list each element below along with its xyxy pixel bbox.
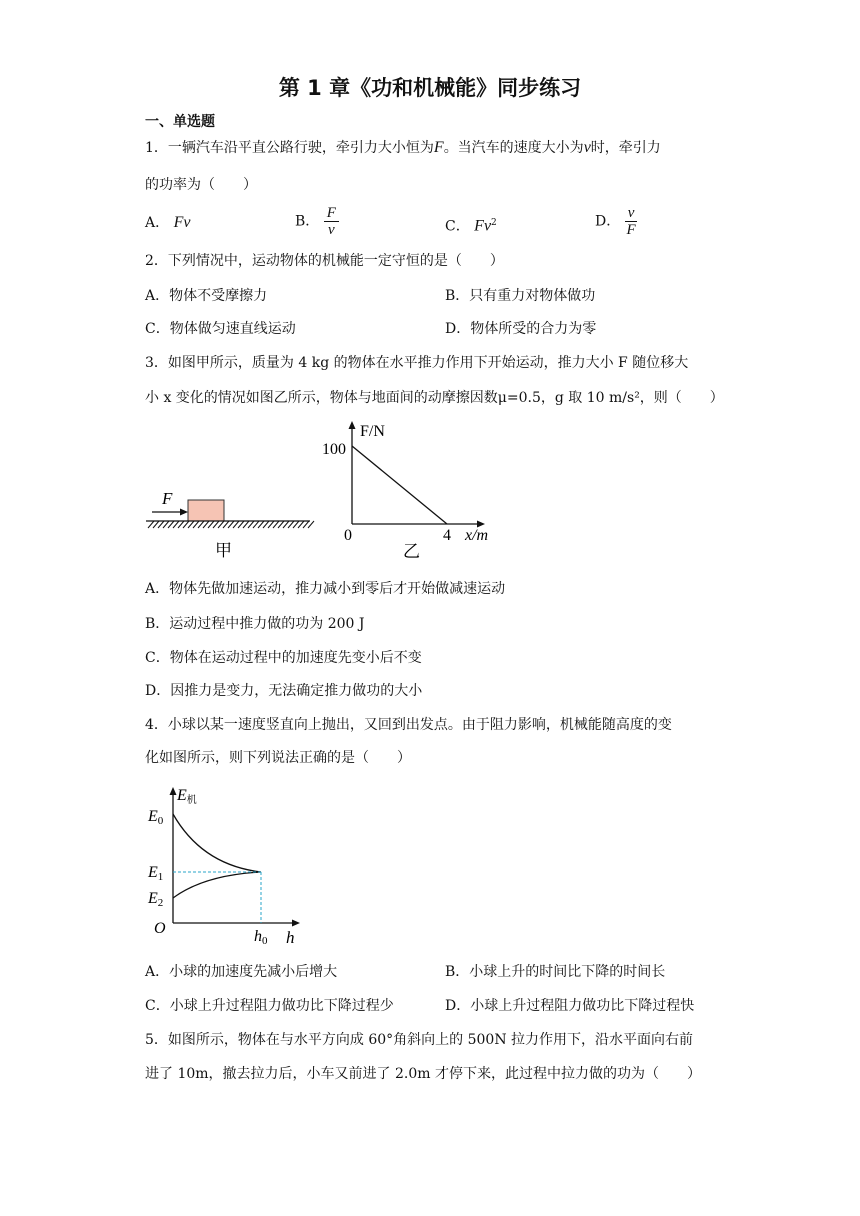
q4-option-d: D．小球上升过程阻力做功比下降过程快 xyxy=(445,998,695,1014)
hatch-mark xyxy=(198,521,204,528)
y-tick-100: 100 xyxy=(322,441,346,458)
hatch-mark xyxy=(298,521,304,528)
q1-symbol-v: v xyxy=(583,139,591,156)
hatch-mark xyxy=(253,521,259,528)
q1-symbol-F: F xyxy=(433,139,444,156)
hatch-mark xyxy=(258,521,264,528)
x-axis-label: h xyxy=(286,928,295,947)
origin-label: 0 xyxy=(344,527,352,544)
q2-option-b: B．只有重力对物体做功 xyxy=(445,288,596,304)
hatch-mark xyxy=(213,521,219,528)
hatch-mark xyxy=(188,521,194,528)
q3-figure-yi xyxy=(320,418,505,564)
q3-figure-jia xyxy=(140,480,315,562)
section-heading: 一、单选题 xyxy=(145,114,215,130)
page-title: 第 1 章《功和机械能》同步练习 xyxy=(278,76,582,100)
hatch-mark xyxy=(223,521,229,528)
x-axis-arrow xyxy=(292,920,300,927)
force-line xyxy=(352,446,447,524)
label-h0: h0 xyxy=(254,928,268,947)
hatch-mark xyxy=(278,521,284,528)
q3-option-b: B．运动过程中推力做的功为 200 J xyxy=(145,616,365,632)
q4-option-a: A．小球的加速度先减小后增大 xyxy=(145,964,338,980)
q3-option-d: D．因推力是变力，无法确定推力做功的大小 xyxy=(145,683,423,699)
q1-option-b-fraction: $\frac{F}{v}$ xyxy=(324,205,339,238)
figure-caption-jia: 甲 xyxy=(215,541,232,560)
hatch-mark xyxy=(228,521,234,528)
hatch-mark xyxy=(308,521,314,528)
q3-stem-line1: 3．如图甲所示，质量为 4 kg 的物体在水平推力作用下开始运动，推力大小 F 随位移大 xyxy=(145,355,689,371)
figure-caption-yi: 乙 xyxy=(403,542,420,561)
hatch-mark xyxy=(238,521,244,528)
hatch-mark xyxy=(163,521,169,528)
block xyxy=(188,500,224,521)
q2-option-c: C．物体做匀速直线运动 xyxy=(145,321,296,337)
q1-option-c: C． Fv$^2$ xyxy=(445,217,497,235)
q4-option-c: C．小球上升过程阻力做功比下降过程少 xyxy=(145,998,394,1014)
q5-stem-line1: 5．如图所示，物体在与水平方向成 60°角斜向上的 500N 拉力作用下，沿水平面向右前 xyxy=(145,1032,694,1048)
hatch-mark xyxy=(283,521,289,528)
hatch-mark xyxy=(148,521,154,528)
q1-stem-line2: 的功率为（ ） xyxy=(145,177,257,193)
hatch-mark xyxy=(168,521,174,528)
hatch-mark xyxy=(193,521,199,528)
label-e2: E2 xyxy=(148,890,164,909)
hatch-mark xyxy=(288,521,294,528)
q4-stem-line2: 化如图所示，则下列说法正确的是（ ） xyxy=(145,750,411,766)
hatch-mark xyxy=(158,521,164,528)
force-label: F xyxy=(162,489,173,508)
q4-stem-line1: 4．小球以某一速度竖直向上抛出，又回到出发点。由于阻力影响，机械能随高度的变 xyxy=(145,717,672,733)
label-e1: E1 xyxy=(148,864,164,883)
hatch-mark xyxy=(153,521,159,528)
label-e0: E0 xyxy=(148,808,164,827)
q3-stem-line2: 小 x 变化的情况如图乙所示，物体与地面间的动摩擦因数μ=0.5，g 取 10 m/s²，则（ ） xyxy=(145,390,724,406)
hatch-mark xyxy=(243,521,249,528)
y-axis-arrow xyxy=(349,421,356,429)
hatch-mark xyxy=(183,521,189,528)
origin-label: O xyxy=(154,920,166,937)
hatch-mark xyxy=(203,521,209,528)
q1-option-b: B． $\frac{F}{v}$ xyxy=(295,205,339,238)
x-tick-4: 4 xyxy=(443,527,451,544)
y-axis-label: F/N xyxy=(360,423,385,440)
push-arrow xyxy=(152,509,188,516)
hatch-mark xyxy=(268,521,274,528)
y-axis-label: E机 xyxy=(177,787,197,806)
hatch-mark xyxy=(293,521,299,528)
q4-energy-graph xyxy=(144,783,314,948)
falling-curve xyxy=(173,872,261,898)
ground-hatching xyxy=(148,521,314,528)
hatch-mark xyxy=(178,521,184,528)
q2-stem: 2．下列情况中，运动物体的机械能一定守恒的是（ ） xyxy=(145,253,504,269)
q2-option-a: A．物体不受摩擦力 xyxy=(145,288,268,304)
q2-option-d: D．物体所受的合力为零 xyxy=(445,321,597,337)
q3-option-c: C．物体在运动过程中的加速度先变小后不变 xyxy=(145,650,422,666)
rising-curve xyxy=(173,814,261,872)
q1-stem-line1: 1．一辆汽车沿平直公路行驶，牵引力大小恒为F。当汽车的速度大小为v时，牵引力 xyxy=(145,139,661,156)
hatch-mark xyxy=(208,521,214,528)
hatch-mark xyxy=(273,521,279,528)
y-axis-arrow xyxy=(170,787,177,795)
hatch-mark xyxy=(173,521,179,528)
hatch-mark xyxy=(233,521,239,528)
q1-option-a: A． Fv xyxy=(145,214,191,231)
hatch-mark xyxy=(303,521,309,528)
q3-option-a: A．物体先做加速运动，推力减小到零后才开始做减速运动 xyxy=(145,581,506,597)
hatch-mark xyxy=(263,521,269,528)
hatch-mark xyxy=(218,521,224,528)
hatch-mark xyxy=(248,521,254,528)
q5-stem-line2: 进了 10m，撤去拉力后，小车又前进了 2.0m 才停下来，此过程中拉力做的功为（ ） xyxy=(145,1066,701,1082)
q1-option-d: D． $\frac{v}{F}$ xyxy=(595,205,636,238)
x-axis-label: x/m xyxy=(465,527,489,544)
q4-option-b: B．小球上升的时间比下降的时间长 xyxy=(445,964,666,980)
q1-option-d-fraction: $\frac{v}{F}$ xyxy=(626,205,636,238)
